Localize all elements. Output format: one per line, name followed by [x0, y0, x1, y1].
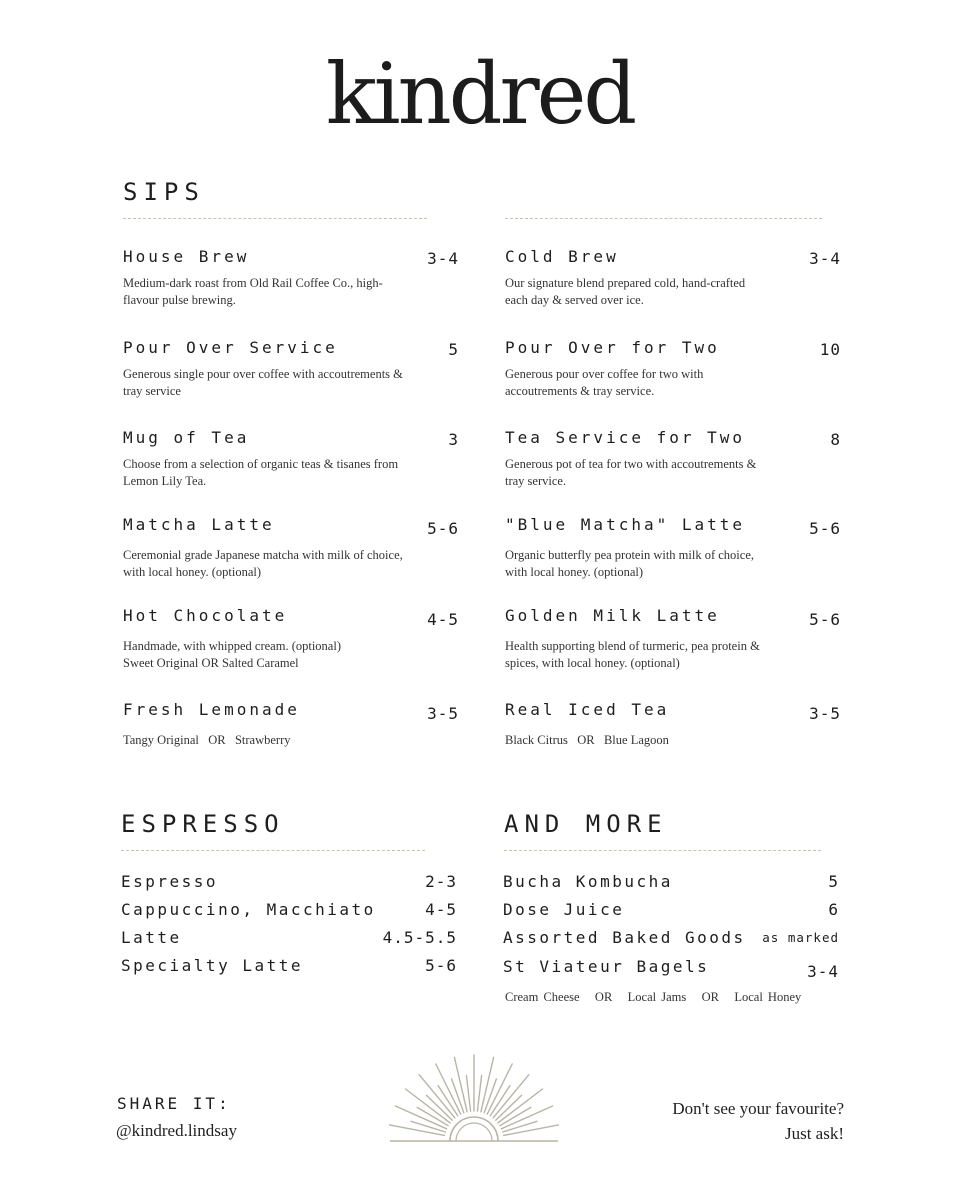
- item-price: 3-5: [809, 704, 841, 723]
- item-name: Espresso: [121, 872, 219, 891]
- ask-line-1: Don't see your favourite?: [672, 1099, 844, 1118]
- item-price: 2-3: [425, 872, 457, 891]
- ask-message: [672, 1096, 844, 1146]
- item-description: Generous pour over coffee for two with accoutrements & tray service.: [505, 367, 704, 398]
- item-price: 3-4: [807, 962, 839, 981]
- more-row: [503, 928, 839, 952]
- item-price: as marked: [762, 930, 839, 945]
- item-price: 5-6: [425, 956, 457, 975]
- social-handle[interactable]: @kindred.lindsay: [116, 1121, 237, 1140]
- item-name: House Brew: [123, 247, 250, 266]
- item-description: Medium-dark roast from Old Rail Coffee Co., high-flavour pulse brewing.: [123, 276, 383, 307]
- espresso-row: [121, 900, 457, 924]
- item-price: 5: [828, 872, 839, 891]
- item-name: Latte: [121, 928, 182, 947]
- more-row: [503, 957, 839, 981]
- item-price: 6: [828, 900, 839, 919]
- more-title: AND MORE: [504, 810, 668, 838]
- item-price: 3-5: [427, 704, 459, 723]
- item-description: Generous single pour over coffee with accoutrements & tray service: [123, 367, 403, 398]
- item-price: 4-5: [427, 610, 459, 629]
- item-name: Tea Service for Two: [505, 428, 746, 447]
- item-name: "Blue Matcha" Latte: [505, 515, 746, 534]
- item-name: Golden Milk Latte: [505, 606, 720, 625]
- sun-ray: [504, 1125, 559, 1136]
- item-price: 10: [819, 340, 841, 359]
- item-description: Generous pot of tea for two with accoutrements & tray service.: [505, 457, 757, 488]
- item-name: Specialty Latte: [121, 956, 303, 975]
- espresso-row: [121, 928, 457, 952]
- item-price: 8: [830, 430, 841, 449]
- sips-title: SIPS: [123, 178, 205, 206]
- sun-ray: [390, 1125, 445, 1136]
- espresso-rule: [121, 850, 425, 851]
- item-price: 5-6: [809, 610, 841, 629]
- more-rule: [504, 850, 821, 851]
- item-name: Assorted Baked Goods: [503, 928, 746, 947]
- item-price: 3-4: [427, 249, 459, 268]
- item-description: Ceremonial grade Japanese matcha with milk of choice, with local honey. (optional): [123, 548, 403, 579]
- sips-rule-left: [123, 218, 427, 219]
- bagel-options: Cream Cheese OR Local Jams OR Local Honey: [505, 990, 802, 1004]
- item-name: Matcha Latte: [123, 515, 275, 534]
- espresso-row: [121, 956, 457, 980]
- item-price: 4.5-5.5: [382, 928, 457, 947]
- item-price: 4-5: [425, 900, 457, 919]
- brand-logo: kindred: [325, 45, 635, 143]
- item-price: 5: [448, 340, 459, 359]
- item-price: 5-6: [427, 519, 459, 538]
- item-name: St Viateur Bagels: [503, 957, 710, 976]
- item-price: 3: [448, 430, 459, 449]
- item-description: Choose from a selection of organic teas & tisanes from Lemon Lily Tea.: [123, 457, 399, 488]
- item-price: 5-6: [809, 519, 841, 538]
- sun-ray: [466, 1075, 470, 1111]
- item-name: Hot Chocolate: [123, 606, 288, 625]
- item-price: 3-4: [809, 249, 841, 268]
- sunrise-icon: [388, 1050, 560, 1144]
- item-name: Pour Over for Two: [505, 338, 720, 357]
- item-description: Our signature blend prepared cold, hand-crafted each day & served over ice.: [505, 276, 746, 307]
- item-name: Mug of Tea: [123, 428, 250, 447]
- sun-ray: [477, 1075, 481, 1111]
- item-name: Pour Over Service: [123, 338, 338, 357]
- item-description: Health supporting blend of turmeric, pea protein & spices, with local honey. (optional): [505, 639, 760, 670]
- item-description: Organic butterfly pea protein with milk of choice, with local honey. (optional): [505, 548, 754, 579]
- ask-line-2: Just ask!: [784, 1124, 844, 1143]
- item-description: Tangy Original OR Strawberry: [123, 733, 291, 747]
- sips-rule-right: [505, 218, 822, 219]
- item-description: Handmade, with whipped cream. (optional) Sweet Original OR Salted Caramel: [123, 639, 341, 670]
- more-row: [503, 900, 839, 924]
- item-name: Dose Juice: [503, 900, 625, 919]
- item-name: Real Iced Tea: [505, 700, 670, 719]
- more-row: [503, 872, 839, 896]
- espresso-row: [121, 872, 457, 896]
- item-name: Cappuccino, Macchiato: [121, 900, 376, 919]
- item-name: Bucha Kombucha: [503, 872, 673, 891]
- espresso-title: ESPRESSO: [121, 810, 285, 838]
- share-label: SHARE IT:: [117, 1094, 231, 1113]
- item-description: Black Citrus OR Blue Lagoon: [505, 733, 669, 747]
- item-name: Cold Brew: [505, 247, 619, 266]
- item-name: Fresh Lemonade: [123, 700, 300, 719]
